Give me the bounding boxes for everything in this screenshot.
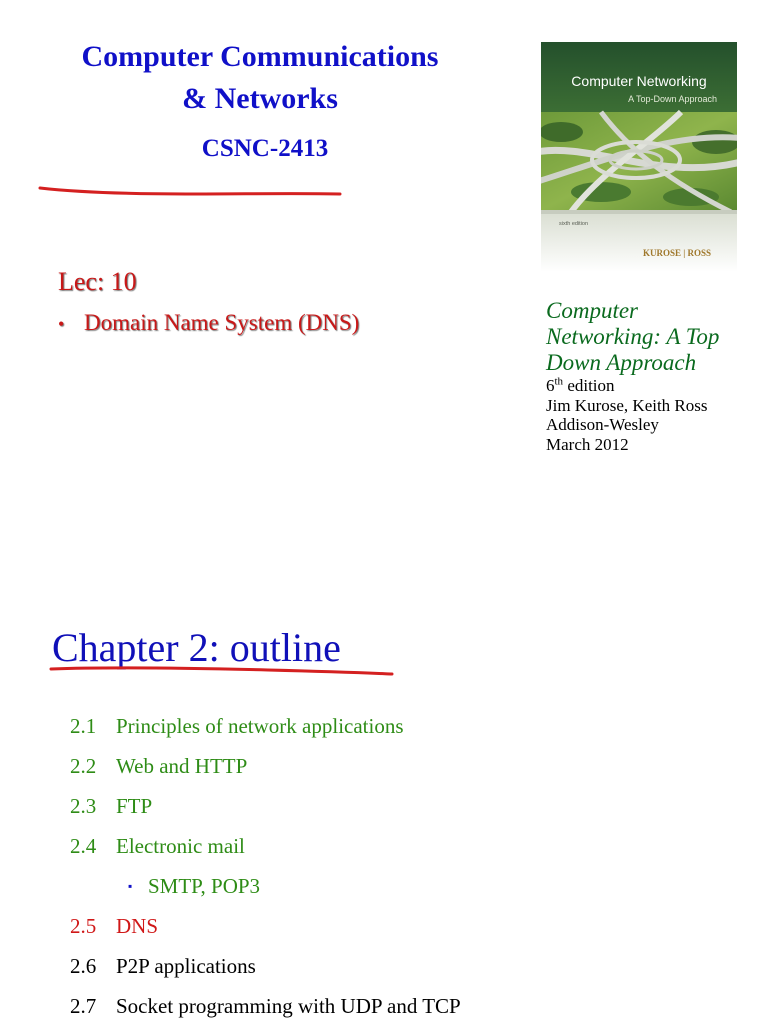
lecture-number: Lec: 10 xyxy=(58,267,137,296)
book-cover-subtitle: A Top-Down Approach xyxy=(628,94,717,104)
outline-item-label: Principles of network applications xyxy=(116,714,404,738)
outline-item-number: 2.5 xyxy=(70,914,97,938)
book-cover-image xyxy=(541,42,737,272)
lecture-topic xyxy=(58,308,359,339)
outline-item-2-3 xyxy=(70,786,750,826)
square-bullet-icon: ▪ xyxy=(128,879,133,893)
course-title-line1: Computer Communications xyxy=(81,40,439,73)
outline-item-number: 2.3 xyxy=(70,794,97,818)
outline-item-2-2 xyxy=(70,746,750,786)
outline-subitem-smtp-pop3 xyxy=(70,866,750,906)
outline-item-label: Web and HTTP xyxy=(116,754,248,778)
topic-bullet: • xyxy=(58,314,65,334)
outline-item-2-7 xyxy=(70,986,750,1026)
outline-item-2-6 xyxy=(70,946,750,986)
outline-item-label: Socket programming with UDP and TCP xyxy=(116,994,461,1018)
outline-item-number: 2.1 xyxy=(70,714,97,738)
book-name-line3: Down Approach xyxy=(546,350,697,375)
course-title-line2: & Networks xyxy=(182,82,338,115)
outline-item-label: FTP xyxy=(116,794,153,818)
book-cover-edition: sixth edition xyxy=(559,221,589,227)
outline-item-2-4 xyxy=(70,826,750,866)
book-reference xyxy=(546,298,766,454)
book-cover-title: Computer Networking xyxy=(571,73,707,89)
book-name-line2: Networking: A Top xyxy=(546,324,720,349)
course-title xyxy=(20,36,500,120)
book-authors: Jim Kurose, Keith Ross xyxy=(546,395,708,415)
outline-item-2-5 xyxy=(70,906,750,946)
outline-item-label: Electronic mail xyxy=(116,834,245,858)
handdrawn-underline xyxy=(36,180,346,202)
chapter-title: Chapter 2: outline xyxy=(52,625,341,670)
chapter-title-underline xyxy=(48,664,398,678)
book-publisher: Addison-Wesley xyxy=(546,415,659,434)
book-edition-number: 6 xyxy=(546,376,555,395)
outline-item-label: P2P applications xyxy=(116,954,256,978)
outline-list xyxy=(70,706,750,1026)
book-name xyxy=(546,298,766,376)
outline-item-label: SMTP, POP3 xyxy=(148,874,261,898)
book-name-line1: Computer xyxy=(546,298,638,323)
book-date: March 2012 xyxy=(546,434,629,454)
book-edition-suffix: th xyxy=(554,375,564,388)
lecture-topic-text: Domain Name System (DNS) xyxy=(84,310,360,335)
outline-slide xyxy=(0,580,768,1024)
book-cover-authors: KUROSE | ROSS xyxy=(642,248,712,258)
book-edition xyxy=(546,376,766,396)
outline-item-number: 2.2 xyxy=(70,754,97,778)
outline-item-label: DNS xyxy=(116,914,159,938)
outline-item-2-1 xyxy=(70,706,750,746)
outline-item-number: 2.6 xyxy=(70,954,97,978)
outline-item-number: 2.4 xyxy=(70,834,97,858)
outline-item-number: 2.7 xyxy=(70,994,97,1018)
book-edition-word: edition xyxy=(563,376,615,395)
course-code: CSNC-2413 xyxy=(201,135,329,162)
